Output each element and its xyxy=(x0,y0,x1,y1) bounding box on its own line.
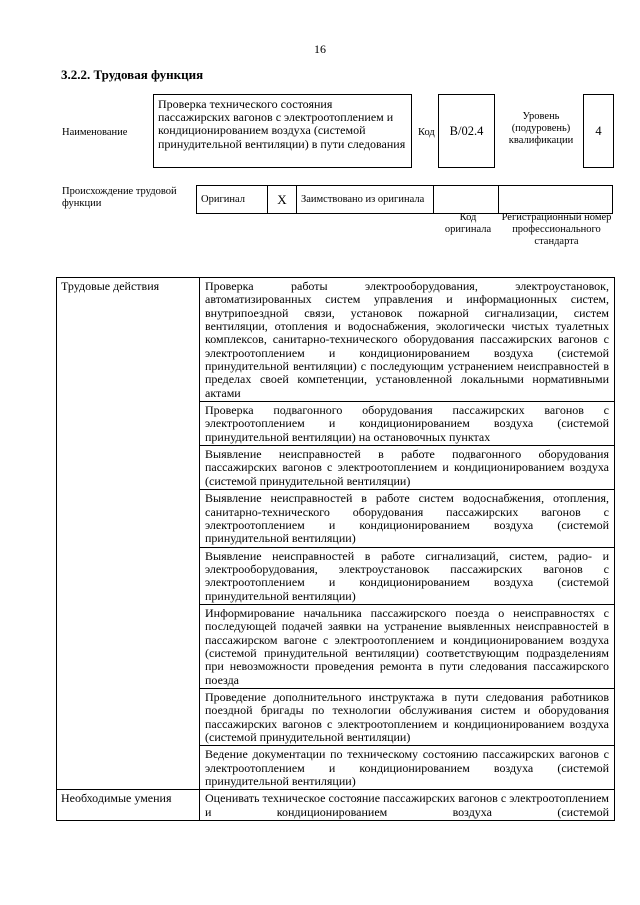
level-label: Уровень (подуровень) квалификации xyxy=(508,111,574,146)
origin-label: Происхождение трудовой функции xyxy=(62,186,177,209)
actions-label: Трудовые действия xyxy=(57,278,200,790)
code-original-cell xyxy=(434,186,499,214)
reg-number-note: Регистрационный номер профессионального стандарта xyxy=(501,212,612,247)
action-item: Проведение дополнительного инструктажа в пути следования работников поездной бригады по технологии обслуживания систем и оборудования пассажирских вагонов с электроотоплением и кондиционированием воздуха (системой принудительной вентиляции) xyxy=(200,688,615,745)
origin-table xyxy=(196,185,613,214)
action-item: Информирование начальника пассажирского поезда о неисправностях с последующей подачей заявки на устранение выявленных неисправностей в пассажирском вагоне с электроотоплением и кондиционированием воздуха (системой принудительной вентиляции) соответствующим подразделениям при невозможности проведения ремонта в пути следования пассажирского поезда xyxy=(200,604,615,688)
action-item: Проверка работы электрооборудования, электроустановок, автоматизированных систем управления и информационных систем, внутрипоездной связи, установок пожарной сигнализации, систем вентиляции, отопления и водоснабжения, экологически чистых туалетных комплексов, санитарно-технического оборудования пассажирских вагонов с электроотоплением и кондиционированием воздуха (системой принудительной вентиляции) с последующим устранением неисправностей в пределах своей компетенции, установленной локальными нормативными актами xyxy=(200,278,615,402)
code-value-box xyxy=(438,94,495,168)
level-value-box xyxy=(583,94,614,168)
main-table xyxy=(56,277,615,821)
name-label: Наименование xyxy=(62,127,128,138)
name-value: Проверка технического состояния пассажирских вагонов с электроотоплением и кондиционированием воздуха (системой принудительной вентиляции) в пути следования xyxy=(158,97,406,151)
skills-label: Необходимые умения xyxy=(57,790,200,821)
borrowed-label: Заимствовано из оригинала xyxy=(297,186,434,214)
action-item: Выявление неисправностей в работе систем водоснабжения, отопления, санитарно-технического оборудования пассажирских вагонов с электроотоплением и кондиционированием воздуха (системой принудительной вентиляции) xyxy=(200,490,615,547)
reg-number-cell xyxy=(499,186,613,214)
page-number: 16 xyxy=(314,42,326,56)
level-value: 4 xyxy=(595,123,602,138)
action-item: Выявление неисправностей в работе подвагонного оборудования пассажирских вагонов с электроотоплением и кондиционированием воздуха (системой принудительной вентиляции) xyxy=(200,446,615,490)
code-original-note: Код оригинала xyxy=(444,212,492,235)
name-value-box xyxy=(153,94,412,168)
action-item: Проверка подвагонного оборудования пассажирских вагонов с электроотоплением и кондиционированием воздуха (системой принудительной вентиляции) на остановочных пунктах xyxy=(200,402,615,446)
action-item: Ведение документации по техническому состоянию пассажирских вагонов с электроотоплением и кондиционированием воздуха (системой принудительной вентиляции) xyxy=(200,746,615,790)
original-label: Оригинал xyxy=(197,186,268,214)
action-item: Выявление неисправностей в работе сигнализаций, систем, радио- и электрооборудования, электроустановок пассажирских вагонов с электроотоплением и кондиционированием воздуха (системой принудительной вентиляции) xyxy=(200,547,615,604)
section-title: 3.2.2. Трудовая функция xyxy=(61,67,204,82)
code-label: Код xyxy=(418,127,435,138)
original-mark: X xyxy=(268,186,297,214)
code-value: B/02.4 xyxy=(449,123,484,138)
skill-item: Оценивать техническое состояние пассажирских вагонов с электроотоплением и кондиционированием воздуха (системой xyxy=(200,790,615,821)
